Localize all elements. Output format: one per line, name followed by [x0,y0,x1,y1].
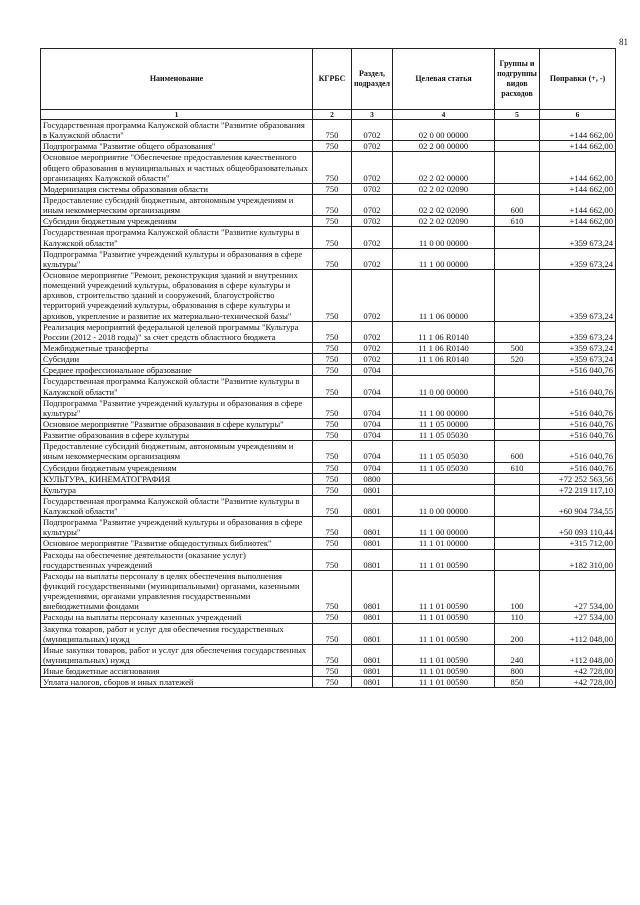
row-amount: +516 040,76 [540,430,616,441]
row-target-article: 11 1 06 R0140 [393,354,495,365]
row-name: Реализация мероприятий федеральной целевой программы "Культура России (2012 - 2018 годы)" за счет средств областного бюджета [41,321,313,342]
row-amount: +60 904 734,55 [540,495,616,516]
row-section: 0801 [352,666,393,677]
row-amount: +42 728,00 [540,677,616,688]
table-row [41,430,616,441]
row-section: 0702 [352,183,393,194]
row-name: Иные закупки товаров, работ и услуг для обеспечения государственных (муниципальных) нужд [41,644,313,665]
table-row [41,216,616,227]
column-number-row [41,110,616,120]
row-section: 0801 [352,612,393,623]
table-row [41,538,616,549]
row-section: 0702 [352,321,393,342]
page-number: 81 [619,37,628,47]
row-expense-group: 500 [495,342,540,353]
row-name: Расходы на выплаты персоналу в целях обеспечения выполнения функций государственными (муниципальными) органами, казенными учреждениями, органами управления государственными внебюджетными фондами [41,570,313,612]
header-groups: Группы и подгруппы видов расходов [495,49,540,110]
row-expense-group [495,365,540,376]
row-amount: +359 673,24 [540,342,616,353]
row-expense-group [495,269,540,321]
row-target-article: 11 1 06 R0140 [393,321,495,342]
row-section: 0800 [352,473,393,484]
row-section: 0801 [352,644,393,665]
row-name: Модернизация системы образования области [41,183,313,194]
row-expense-group: 610 [495,462,540,473]
row-target-article: 11 1 06 00000 [393,269,495,321]
row-target-article: 11 1 01 00590 [393,666,495,677]
row-kgrbs: 750 [313,473,352,484]
row-section: 0801 [352,538,393,549]
row-kgrbs: 750 [313,517,352,538]
row-name: Закупка товаров, работ и услуг для обеспечения государственных (муниципальных) нужд [41,623,313,644]
row-target-article [393,473,495,484]
row-kgrbs: 750 [313,227,352,248]
row-target-article: 11 1 05 05030 [393,430,495,441]
row-expense-group [495,120,540,141]
row-section: 0702 [352,216,393,227]
table-row [41,141,616,152]
row-target-article: 11 1 00 00000 [393,517,495,538]
row-amount: +50 093 110,44 [540,517,616,538]
row-target-article: 11 0 00 00000 [393,376,495,397]
table-row [41,549,616,570]
row-expense-group [495,397,540,418]
table-row [41,517,616,538]
row-target-article: 11 1 05 00000 [393,418,495,429]
row-target-article: 11 1 05 05030 [393,462,495,473]
row-section: 0702 [352,227,393,248]
row-target-article: 11 0 00 00000 [393,227,495,248]
row-amount: +516 040,76 [540,441,616,462]
row-target-article [393,365,495,376]
row-target-article: 11 1 00 00000 [393,397,495,418]
row-expense-group [495,321,540,342]
row-expense-group [495,538,540,549]
row-section: 0704 [352,441,393,462]
row-kgrbs: 750 [313,441,352,462]
table-row [41,495,616,516]
row-kgrbs: 750 [313,623,352,644]
row-section: 0801 [352,549,393,570]
table-row [41,644,616,665]
row-kgrbs: 750 [313,495,352,516]
row-section: 0801 [352,570,393,612]
column-number: 4 [393,110,495,120]
table-row [41,342,616,353]
row-name: Уплата налогов, сборов и иных платежей [41,677,313,688]
table-row [41,120,616,141]
header-kgrbs: КГРБС [313,49,352,110]
row-kgrbs: 750 [313,538,352,549]
row-name: Государственная программа Калужской области "Развитие культуры в Калужской области" [41,495,313,516]
row-expense-group: 850 [495,677,540,688]
row-kgrbs: 750 [313,549,352,570]
row-amount: +27 534,00 [540,570,616,612]
row-kgrbs: 750 [313,342,352,353]
row-name: Иные бюджетные ассигнования [41,666,313,677]
row-target-article: 02 2 02 02090 [393,183,495,194]
row-kgrbs: 750 [313,269,352,321]
row-amount: +42 728,00 [540,666,616,677]
row-name: Государственная программа Калужской области "Развитие образования в Калужской области" [41,120,313,141]
table-body [41,120,616,688]
row-kgrbs: 750 [313,666,352,677]
row-expense-group: 610 [495,216,540,227]
row-name: Предоставление субсидий бюджетным, автономным учреждениям и иным некоммерческим организациям [41,441,313,462]
header-row [41,49,616,110]
row-amount: +182 310,00 [540,549,616,570]
row-amount: +112 048,00 [540,623,616,644]
row-section: 0801 [352,484,393,495]
row-amount: +516 040,76 [540,365,616,376]
row-expense-group [495,517,540,538]
row-target-article: 02 2 00 00000 [393,141,495,152]
row-name: Основное мероприятие "Развитие общедоступных библиотек" [41,538,313,549]
row-kgrbs: 750 [313,194,352,215]
row-section: 0704 [352,462,393,473]
row-target-article: 11 1 01 00590 [393,644,495,665]
row-section: 0702 [352,152,393,183]
row-section: 0702 [352,269,393,321]
table-row [41,354,616,365]
row-name: Основное мероприятие "Обеспечение предоставления качественного общего образования в муниципальных и частных общеобразовательных организациях Калужской области" [41,152,313,183]
row-expense-group [495,152,540,183]
row-amount: +144 662,00 [540,194,616,215]
row-kgrbs: 750 [313,216,352,227]
table-row [41,248,616,269]
row-target-article: 02 0 00 00000 [393,120,495,141]
row-section: 0702 [352,342,393,353]
header-target: Целевая статья [393,49,495,110]
header-name: Наименование [41,49,313,110]
table-row [41,612,616,623]
row-name: Подпрограмма "Развитие учреждений культуры и образования в сфере культуры" [41,517,313,538]
table-row [41,183,616,194]
table-row [41,418,616,429]
row-expense-group [495,376,540,397]
row-name: Субсидии бюджетным учреждениям [41,216,313,227]
row-name: Подпрограмма "Развитие учреждений культуры и образования в сфере культуры" [41,248,313,269]
table-row [41,376,616,397]
row-kgrbs: 750 [313,354,352,365]
row-expense-group [495,418,540,429]
row-target-article: 11 1 05 05030 [393,441,495,462]
table-row [41,227,616,248]
row-section: 0702 [352,248,393,269]
column-number: 6 [540,110,616,120]
row-section: 0704 [352,430,393,441]
table-row [41,677,616,688]
row-target-article: 11 1 01 00590 [393,677,495,688]
row-expense-group: 110 [495,612,540,623]
row-kgrbs: 750 [313,430,352,441]
table-row [41,484,616,495]
row-expense-group [495,183,540,194]
row-name: Культура [41,484,313,495]
table-row [41,623,616,644]
row-section: 0702 [352,141,393,152]
row-section: 0801 [352,495,393,516]
row-kgrbs: 750 [313,418,352,429]
row-amount: +516 040,76 [540,397,616,418]
row-name: Государственная программа Калужской области "Развитие культуры в Калужской области" [41,227,313,248]
row-kgrbs: 750 [313,570,352,612]
row-section: 0704 [352,418,393,429]
row-expense-group [495,248,540,269]
row-target-article: 02 2 02 02090 [393,216,495,227]
row-name: Государственная программа Калужской области "Развитие культуры в Калужской области" [41,376,313,397]
row-amount: +144 662,00 [540,141,616,152]
row-amount: +315 712,00 [540,538,616,549]
row-target-article: 02 2 02 02090 [393,194,495,215]
table-row [41,152,616,183]
row-name: Подпрограмма "Развитие учреждений культуры и образования в сфере культуры" [41,397,313,418]
row-amount: +27 534,00 [540,612,616,623]
column-number: 2 [313,110,352,120]
row-amount: +112 048,00 [540,644,616,665]
row-name: Основное мероприятие "Ремонт, реконструкция зданий и внутренних помещений учреждений культуры, образования в сфере культуры и архивов, строительство зданий и сооружений, благоустройство территорий учреждений культуры, образования в сфере культуры и архивов, укрепление и развитие их материально-технической базы" [41,269,313,321]
column-number: 3 [352,110,393,120]
row-expense-group [495,495,540,516]
row-name: Развитие образования в сфере культуры [41,430,313,441]
row-amount: +516 040,76 [540,462,616,473]
row-expense-group: 100 [495,570,540,612]
row-target-article: 11 1 01 00590 [393,570,495,612]
row-amount: +359 673,24 [540,321,616,342]
row-name: Расходы на выплаты персоналу казенных учреждений [41,612,313,623]
row-section: 0801 [352,623,393,644]
row-kgrbs: 750 [313,397,352,418]
row-name: Субсидии бюджетным учреждениям [41,462,313,473]
row-amount: +359 673,24 [540,248,616,269]
row-kgrbs: 750 [313,644,352,665]
row-kgrbs: 750 [313,248,352,269]
row-kgrbs: 750 [313,462,352,473]
header-amend: Поправки (+, -) [540,49,616,110]
row-target-article [393,484,495,495]
table-row [41,365,616,376]
row-expense-group: 200 [495,623,540,644]
row-section: 0801 [352,517,393,538]
row-kgrbs: 750 [313,321,352,342]
row-amount: +144 662,00 [540,216,616,227]
row-expense-group [495,141,540,152]
row-target-article: 11 1 01 00590 [393,623,495,644]
row-section: 0702 [352,120,393,141]
row-section: 0702 [352,194,393,215]
row-expense-group [495,484,540,495]
table-row [41,462,616,473]
row-target-article: 11 1 01 00590 [393,549,495,570]
table-row [41,570,616,612]
table-row [41,194,616,215]
row-name: Предоставление субсидий бюджетным, автономным учреждениям и иным некоммерческим организациям [41,194,313,215]
row-section: 0801 [352,677,393,688]
row-kgrbs: 750 [313,152,352,183]
row-amount: +72 219 117,10 [540,484,616,495]
row-amount: +359 673,24 [540,269,616,321]
row-expense-group: 800 [495,666,540,677]
row-section: 0704 [352,365,393,376]
row-name: Основное мероприятие "Развитие образования в сфере культуры" [41,418,313,429]
table-row [41,441,616,462]
row-expense-group [495,430,540,441]
column-number: 1 [41,110,313,120]
row-name: Субсидии [41,354,313,365]
row-target-article: 11 1 01 00000 [393,538,495,549]
row-amount: +144 662,00 [540,183,616,194]
row-target-article: 11 1 01 00590 [393,612,495,623]
row-section: 0704 [352,397,393,418]
row-amount: +516 040,76 [540,418,616,429]
row-expense-group: 520 [495,354,540,365]
row-kgrbs: 750 [313,365,352,376]
column-number: 5 [495,110,540,120]
table-row [41,321,616,342]
row-expense-group: 240 [495,644,540,665]
row-expense-group [495,227,540,248]
row-kgrbs: 750 [313,376,352,397]
row-amount: +72 252 563,56 [540,473,616,484]
row-kgrbs: 750 [313,120,352,141]
row-expense-group [495,473,540,484]
row-target-article: 11 1 00 00000 [393,248,495,269]
row-amount: +144 662,00 [540,152,616,183]
row-kgrbs: 750 [313,141,352,152]
row-name: КУЛЬТУРА, КИНЕМАТОГРАФИЯ [41,473,313,484]
table-row [41,269,616,321]
row-name: Межбюджетные трансферты [41,342,313,353]
row-amount: +516 040,76 [540,376,616,397]
row-expense-group: 600 [495,194,540,215]
row-kgrbs: 750 [313,484,352,495]
row-target-article: 11 0 00 00000 [393,495,495,516]
row-amount: +359 673,24 [540,227,616,248]
row-section: 0702 [352,354,393,365]
row-kgrbs: 750 [313,183,352,194]
table-row [41,666,616,677]
row-name: Расходы на обеспечение деятельности (оказание услуг) государственных учреждений [41,549,313,570]
table-row [41,473,616,484]
row-expense-group: 600 [495,441,540,462]
table-row [41,397,616,418]
row-section: 0704 [352,376,393,397]
row-target-article: 11 1 06 R0140 [393,342,495,353]
row-kgrbs: 750 [313,677,352,688]
budget-amendments-table [40,48,616,688]
row-amount: +144 662,00 [540,120,616,141]
row-kgrbs: 750 [313,612,352,623]
row-name: Среднее профессиональное образование [41,365,313,376]
row-expense-group [495,549,540,570]
row-name: Подпрограмма "Развитие общего образования" [41,141,313,152]
row-amount: +359 673,24 [540,354,616,365]
row-target-article: 02 2 02 00000 [393,152,495,183]
header-section: Раздел, подраздел [352,49,393,110]
